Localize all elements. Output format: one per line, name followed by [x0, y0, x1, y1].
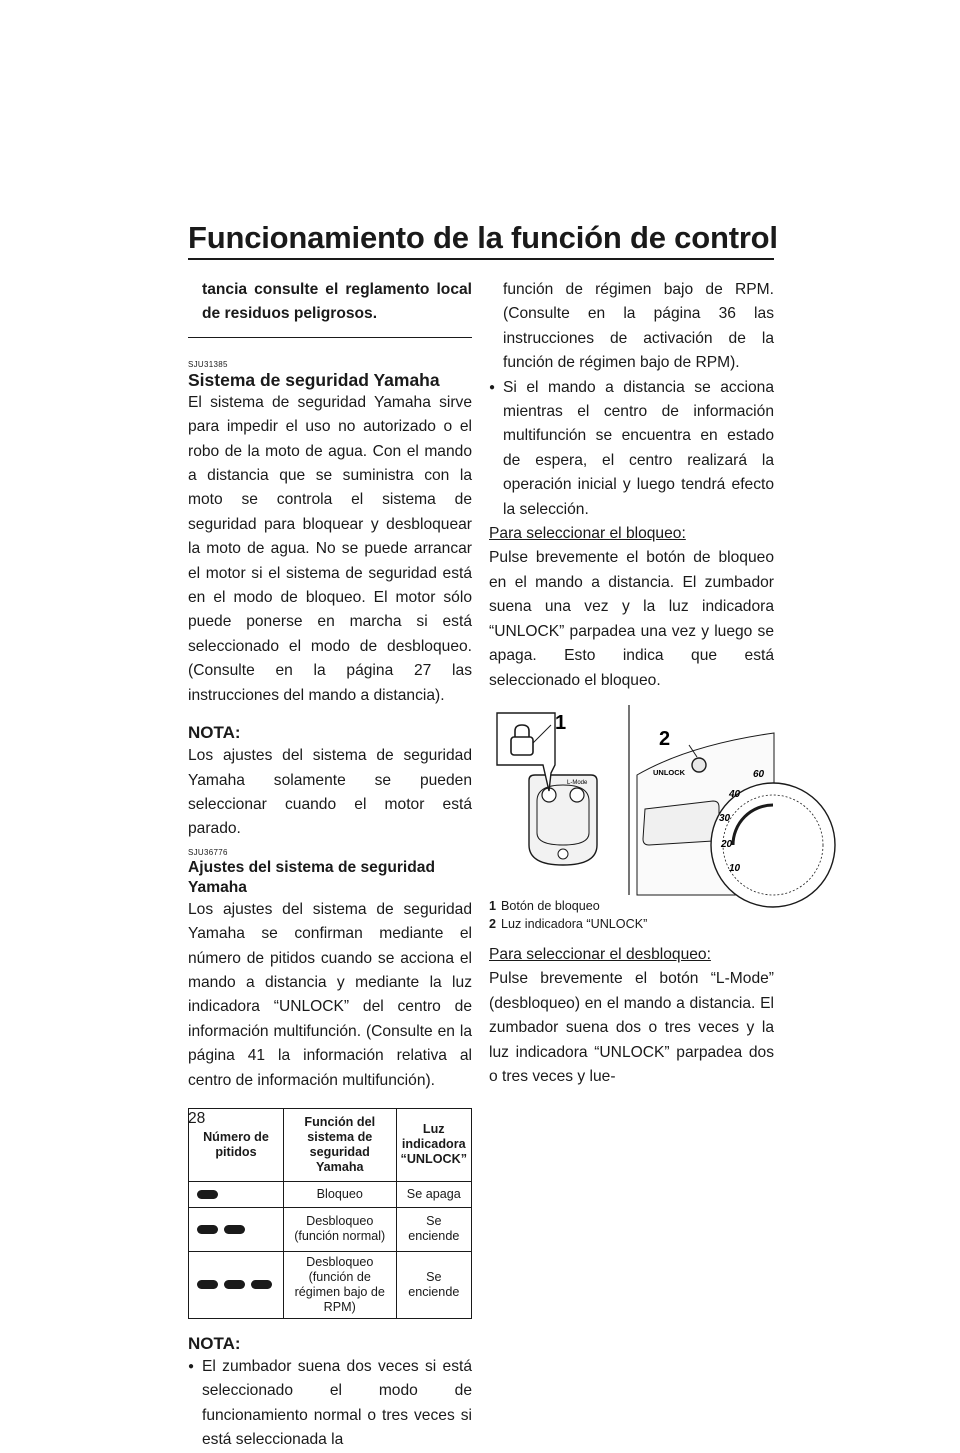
settings-body: Los ajustes del sistema de seguridad Yamaha se confirman mediante el número de pitidos cuando se acciona el mando a distancia y mediante la luz indicadora “UNLOCK” del centro de información multifunción. (Consulte en la página 41 la información relativa al centro de información multifunción).	[188, 900, 472, 1089]
section-code: SJU36776	[188, 847, 228, 857]
title-rule	[188, 258, 774, 260]
remote-control-icon	[529, 775, 597, 865]
security-settings-table	[188, 1108, 472, 1319]
figure-caption	[489, 897, 774, 933]
lock-heading: Para seleccionar el bloqueo:	[489, 525, 686, 543]
beep-icon	[197, 1280, 218, 1289]
left-column	[188, 278, 472, 1453]
nota-label: NOTA:	[188, 1333, 241, 1353]
nota-bullet: ● Si el mando a distancia se acciona mientras el centro de información multifunción se encuentra en estado de espera, el centro realizará la operación inicial y luego tendrá efecto la selección.	[489, 376, 774, 522]
gauge-number: 30	[719, 812, 731, 824]
table-row	[189, 1181, 472, 1207]
table-header: Número de pitidos	[189, 1108, 284, 1181]
beep-icon	[224, 1225, 245, 1234]
callout-2: 2	[659, 727, 671, 750]
page-title: Funcionamiento de la función de control	[188, 220, 778, 255]
security-body: El sistema de seguridad Yamaha sirve para impedir el uso no autorizado o el robo de la moto de agua. Con el mando a distancia que se suministra con la moto se controla el sistema de seguridad para bloquear y desbloquear la moto de agua. No se puede arrancar el motor si el sistema de seguridad está en el modo de bloqueo. El motor sólo puede ponerse en marcha si está seleccionado el modo de desbloqueo. (Consulte en la página 27 las instrucciones del mando a distancia).	[188, 393, 472, 704]
instrument-panel-icon	[637, 728, 835, 907]
unlock-heading: Para seleccionar el desbloqueo:	[489, 945, 711, 963]
page-number: 28	[188, 1110, 206, 1127]
table-cell: Bloqueo	[283, 1181, 396, 1207]
gauge-number: 20	[721, 838, 733, 850]
beep-icon	[251, 1280, 272, 1289]
bullet-continuation: función de régimen bajo de RPM. (Consulte en la página 36 las instrucciones de activación de la función de régimen bajo de RPM).	[503, 281, 774, 372]
section-title-settings: Ajustes del sistema de seguridad Yamaha	[188, 858, 435, 896]
remote-and-panel-figure	[489, 705, 774, 895]
remote-label: L-Mode	[567, 779, 588, 786]
table-row	[189, 1207, 472, 1251]
beep-icon	[224, 1280, 245, 1289]
table-cell: Se enciende	[396, 1251, 471, 1318]
table-cell: Desbloqueo (función de régimen bajo de RPM)	[283, 1251, 396, 1318]
section-title-security: Sistema de seguridad Yamaha	[188, 369, 440, 390]
section-code: SJU31385	[188, 359, 228, 369]
gauge-number: 60	[753, 768, 765, 780]
warning-end-rule	[188, 337, 472, 338]
lock-body: Pulse brevemente el botón de bloqueo en el mando a distancia. El zumbador suena una vez y la luz indicadora “UNLOCK” parpadea una vez y luego se apaga. Esto indica que está seleccionado el bloqueo.	[489, 549, 774, 689]
beep-cell	[189, 1207, 284, 1251]
gauge-number: 10	[729, 862, 741, 874]
table-cell: Se apaga	[396, 1181, 471, 1207]
gauge-number: 40	[729, 788, 741, 800]
table-row	[189, 1251, 472, 1318]
warning-continuation: tancia consulte el reglamento local de residuos peligrosos.	[202, 281, 472, 323]
caption-number: 2	[489, 916, 497, 931]
callout-1: 1	[555, 711, 567, 734]
table-header: Función del sistema de seguridad Yamaha	[283, 1108, 396, 1181]
caption-text: Botón de bloqueo	[501, 898, 600, 913]
figure-illustration	[489, 705, 774, 895]
nota-label: NOTA:	[188, 723, 241, 743]
beep-icon	[197, 1190, 218, 1199]
table-cell: Se enciende	[396, 1207, 471, 1251]
unlock-panel-label: UNLOCK	[653, 767, 686, 777]
caption-text: Luz indicadora “UNLOCK”	[501, 916, 648, 931]
nota-body: Los ajustes del sistema de seguridad Yamaha solamente se pueden seleccionar cuando el motor está parado.	[188, 747, 472, 838]
nota-bullet: ● El zumbador suena dos veces si está seleccionado el modo de funcionamiento normal o tres veces si está seleccionada la	[188, 1355, 472, 1453]
table-header: Luz indicadora “UNLOCK”	[396, 1108, 471, 1181]
table-cell: Desbloqueo (función normal)	[283, 1207, 396, 1251]
beep-cell	[189, 1181, 284, 1207]
right-column	[489, 278, 774, 1089]
beep-icon	[197, 1225, 218, 1234]
caption-number: 1	[489, 898, 497, 913]
beep-cell	[189, 1251, 284, 1318]
unlock-body: Pulse brevemente el botón “L-Mode” (desbloqueo) en el mando a distancia. El zumbador suena dos o tres veces y la luz indicadora “UNLOCK” parpadea dos o tres veces y lue-	[489, 970, 774, 1085]
